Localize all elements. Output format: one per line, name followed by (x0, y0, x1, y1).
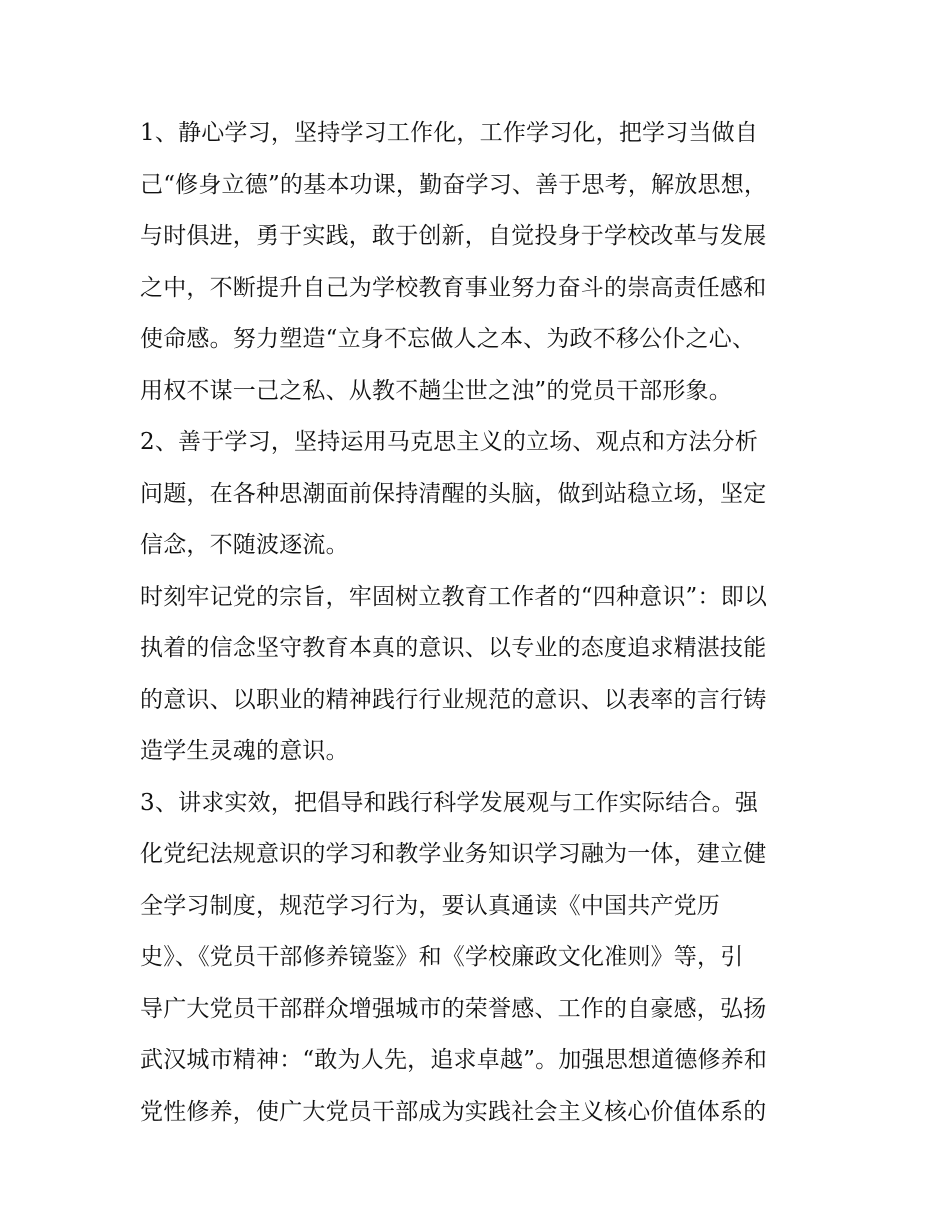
text-line-6: 用权不谋一己之私、从教不趟尘世之浊”的党员干部形象。 (140, 377, 732, 404)
text-line-5: 使命感。努力塑造“立身不忘做人之本、为政不移公仆之心、 (140, 326, 756, 352)
text-line-19: 武汉城市精神：“敢为人先，追求卓越”。加强思想道德修养和 (140, 1047, 768, 1073)
text-line-18: 导广大党员干部群众增强城市的荣誉感、工作的自豪感，弘扬 (140, 995, 767, 1022)
text-line-1: 1、静心学习，坚持学习工作化，工作学习化，把学习当做自 (140, 120, 759, 146)
text-line-2: 己“修身立德”的基本功课，勤奋学习、善于思考，解放思想， (140, 171, 768, 198)
document-body (140, 108, 820, 1138)
text-line-11: 执着的信念坚守教育本真的意识、以专业的态度追求精湛技能 (140, 635, 767, 661)
text-line-9: 信念，不随波逐流。 (140, 532, 349, 558)
text-line-20: 党性修养，使广大党员干部成为实践社会主义核心价值体系的 (140, 1098, 767, 1125)
text-line-15: 化党纪法规意识的学习和教学业务知识学习融为一体，建立健 (140, 841, 767, 867)
text-line-8: 问题，在各种思潮面前保持清醒的头脑，做到站稳立场，坚定 (140, 480, 767, 507)
text-line-17: 史》、《党员干部修养镜鉴》和《学校廉政文化准则》等，引 (140, 944, 744, 970)
text-line-4: 之中，不断提升自己为学校教育事业努力奋斗的崇高责任感和 (140, 274, 767, 301)
text-line-16: 全学习制度，规范学习行为，要认真通读《中国共产党历 (140, 892, 720, 919)
text-line-14: 3、讲求实效，把倡导和践行科学发展观与工作实际结合。强 (140, 789, 759, 816)
text-line-7: 2、善于学习，坚持运用马克思主义的立场、观点和方法分析 (140, 429, 759, 455)
text-line-10: 时刻牢记党的宗旨，牢固树立教育工作者的“四种意识”：即以 (140, 583, 768, 610)
text-line-12: 的意识、以职业的精神践行行业规范的意识、以表率的言行铸 (140, 686, 767, 713)
text-line-13: 造学生灵魂的意识。 (140, 738, 349, 764)
text-line-3: 与时俱进，勇于实践，敢于创新，自觉投身于学校改革与发展 (140, 223, 767, 249)
